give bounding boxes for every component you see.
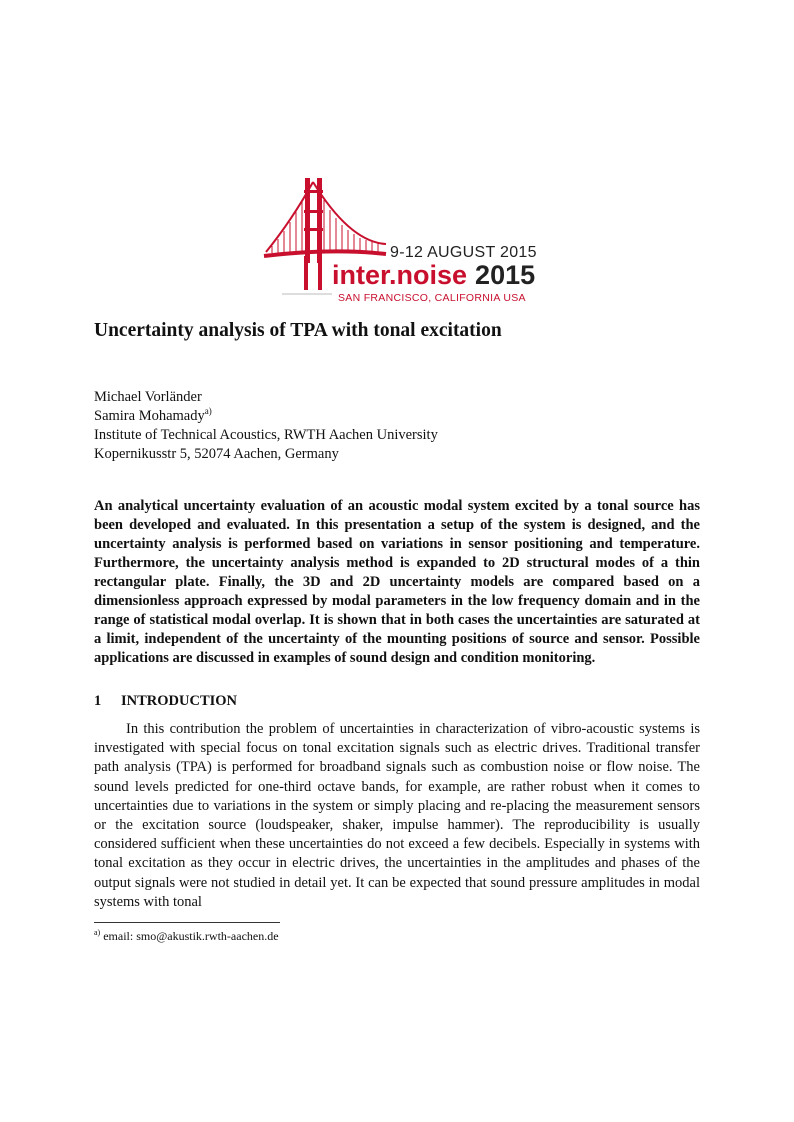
author-block: [94, 388, 438, 464]
footnote-text: email: smo@akustik.rwth-aachen.de: [103, 929, 279, 943]
section-heading: [94, 693, 237, 710]
footnote-divider: [94, 922, 280, 923]
author-2: [94, 407, 438, 426]
introduction-paragraph: In this contribution the problem of uncertainties in characterization of vibro-acoustic systems is investigated with special focus on tonal excitation signals such as electric drives. Traditional transfer path analysis (TPA) is performed for broadband signals such as combustion noise or flow noise. The sound levels predicted for one-third octave bands, for example, are rather robust when it comes to uncertainties due to variations in the system or simply placing and re-placing the measurement sensors or the excitation source (loudspeaker, shaker, impulse hammer). The reproducibility is usually considered sufficient when these uncertainties do not exceed a few decibels. Especially in systems with tonal excitation as they occur in electric drives, the uncertainties in the amplitudes and phases of the output signals were not studied in detail yet. It can be expected that sound pressure amplitudes in modal systems with tonal: [94, 721, 700, 910]
conference-logo: [262, 170, 542, 305]
logo-location: SAN FRANCISCO, CALIFORNIA USA: [338, 292, 526, 304]
footnote-mark: a): [94, 928, 101, 937]
logo-name-year: 2015: [475, 260, 536, 290]
abstract: An analytical uncertainty evaluation of an acoustic modal system excited by a tonal source has been developed and evaluated. In this presentation a setup of the system is designed, and the uncertainty analysis is performed based on variations in sensor positioning and temperature. Furthermore, the uncertainty analysis method is expanded to 2D structural modes of a thin rectangular plate. Finally, the 3D and 2D uncertainty models are compared based on a dimensionless approach expressed by modal parameters in the low frequency domain and in the range of statistical modal overlap. It is shown that in both cases the uncertainties are saturated at a limit, independent of the uncertainty of the mounting positions of source and sensor. Possible applications are discussed in examples of sound design and condition monitoring.: [94, 498, 700, 666]
author-2-name: Samira Mohamady: [94, 408, 205, 424]
section-title: INTRODUCTION: [121, 693, 238, 709]
address: Kopernikusstr 5, 52074 Aachen, Germany: [94, 446, 339, 462]
paper-title: Uncertainty analysis of TPA with tonal excitation: [94, 320, 502, 341]
logo-date: 9-12 AUGUST 2015: [390, 244, 537, 261]
section-number: 1: [94, 693, 102, 709]
author-2-footnote-mark: a): [204, 406, 212, 416]
logo-name: [332, 260, 535, 291]
affiliation: Institute of Technical Acoustics, RWTH Aachen University: [94, 427, 438, 443]
logo-name-main: inter.noise: [332, 260, 468, 290]
footnote: [94, 929, 279, 944]
author-1-name: Michael Vorländer: [94, 389, 202, 405]
author-1: [94, 388, 438, 407]
